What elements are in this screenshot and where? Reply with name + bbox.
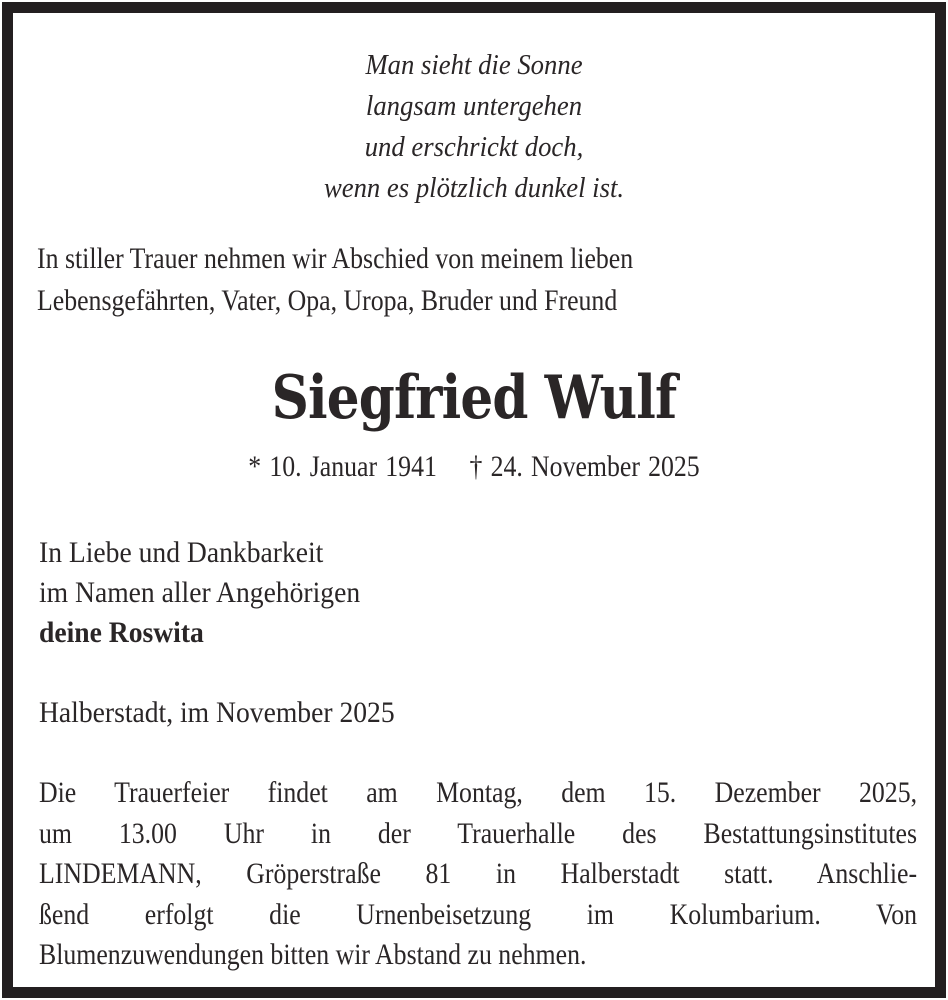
funeral-info xyxy=(39,773,917,976)
place-date: Halberstadt, im November 2025 xyxy=(39,696,395,729)
poem-line-2: langsam untergehen xyxy=(365,90,583,122)
poem-line-4: wenn es plötzlich dunkel ist. xyxy=(323,172,625,204)
funeral-info-line-4: ßend erfolgt die Urnenbeisetzung im Kolumbarium. Von xyxy=(39,897,918,931)
birth-date: * 10. Januar 1941 xyxy=(248,450,437,483)
funeral-info-line-5: Blumenzuwendungen bitten wir Abstand zu nehmen. xyxy=(39,938,587,971)
funeral-info-line-1: Die Trauerfeier findet am Montag, dem 15. Dezember 2025, xyxy=(39,776,918,809)
death-date: † 24. November 2025 xyxy=(469,450,700,483)
obituary-frame xyxy=(2,2,946,998)
funeral-info-line-3: LINDEMANN, Gröperstraße 81 in Halberstadt statt. Anschlie- xyxy=(39,857,918,890)
poem-line-1: Man sieht die Sonne xyxy=(365,49,583,81)
intro-line-2: Lebensgefährten, Vater, Opa, Uropa, Bruder und Freund xyxy=(37,284,618,317)
signature-line-2: im Namen aller Angehörigen xyxy=(39,576,361,609)
signature-line-1: In Liebe und Dankbarkeit xyxy=(39,536,324,569)
intro-line-1: In stiller Trauer nehmen wir Abschied von meinem lieben xyxy=(37,242,634,275)
deceased-name: Siegfried Wulf xyxy=(271,363,677,433)
life-dates xyxy=(78,450,871,484)
signatory-name: deine Roswita xyxy=(39,616,204,649)
poem-line-3: und erschrickt doch, xyxy=(364,131,584,163)
obituary-content xyxy=(13,13,935,987)
funeral-info-line-2: um 13.00 Uhr in der Trauerhalle des Bestattungsinstitutes xyxy=(39,816,918,850)
